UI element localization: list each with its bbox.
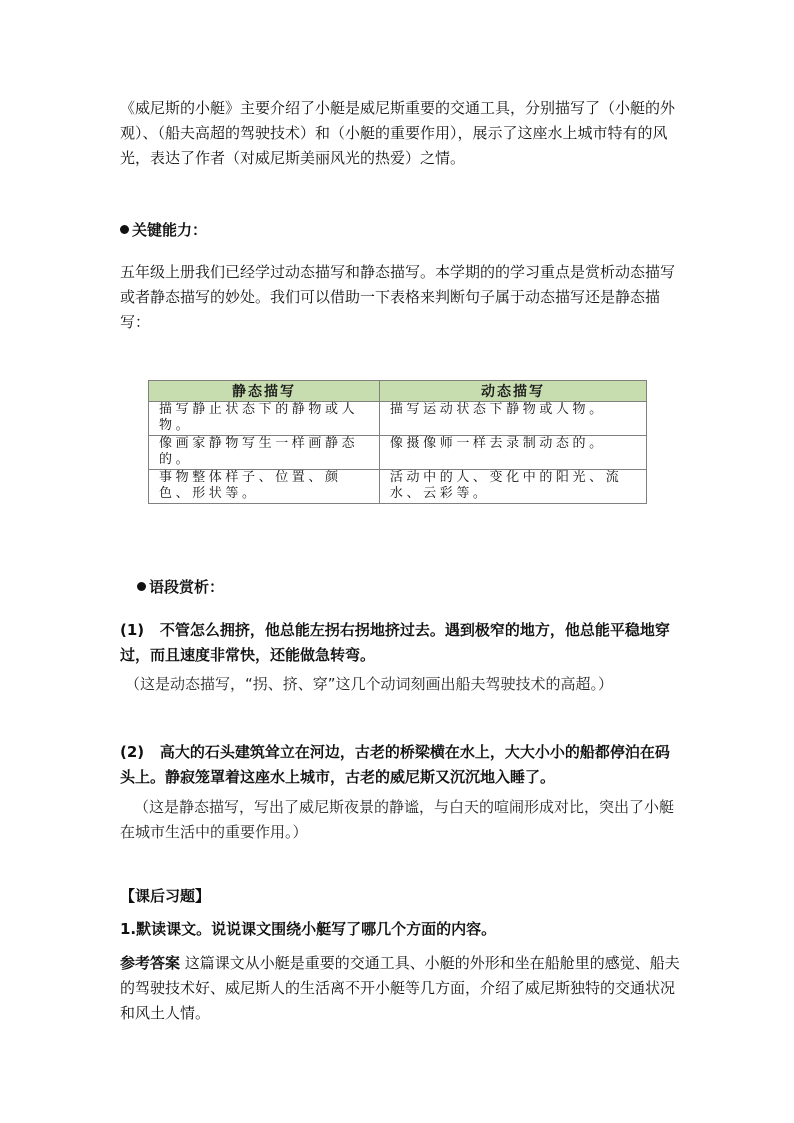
exercise-answer bbox=[120, 951, 680, 1026]
bullet-icon bbox=[120, 225, 129, 234]
table-cell: 事物整体样子、位置、颜色、形状等。 bbox=[149, 470, 380, 504]
comparison-table bbox=[148, 380, 647, 504]
analysis-item-1-number: (1) bbox=[120, 621, 145, 639]
analysis-heading: 语段赏析： bbox=[137, 576, 224, 598]
table-cell: 活动中的人、变化中的阳光、流水、云彩等。 bbox=[379, 470, 646, 504]
table-row bbox=[149, 436, 647, 470]
key-ability-paragraph: 五年级上册我们已经学过动态描写和静态描写。本学期的的学习重点是赏析动态描写或者静态描写的妙处。我们可以借助一下表格来判断句子属于动态描写还是静态描写： bbox=[120, 263, 676, 331]
table-header-static: 静态描写 bbox=[149, 381, 380, 402]
analysis-item-1-sentence: 不管怎么拥挤，他总能左拐右拐地挤过去。遇到极窄的地方，他总能平稳地穿过，而且速度非常快，还能做急转弯。 bbox=[120, 621, 670, 664]
table-row bbox=[149, 470, 647, 504]
table-row bbox=[149, 402, 647, 436]
table-header-row bbox=[149, 381, 647, 402]
exercise-heading: 【课后习题】 bbox=[120, 887, 211, 905]
intro-paragraph: 《威尼斯的小艇》主要介绍了小艇是威尼斯重要的交通工具，分别描写了（小艇的外观）、（船夫高超的驾驶技术）和（小艇的重要作用），展示了这座水上城市特有的风光，表达了作者（对威尼斯美丽风光的热爱）之情。 bbox=[120, 99, 676, 167]
table-cell: 描写静止状态下的静物或人物。 bbox=[149, 402, 380, 436]
exercise-question: 1.默读课文。说说课文围绕小艇写了哪几个方面的内容。 bbox=[120, 920, 497, 938]
table-cell: 像摄像师一样去录制动态的。 bbox=[379, 436, 646, 470]
key-ability-heading: 关键能力： bbox=[120, 219, 207, 241]
table-header-dynamic: 动态描写 bbox=[379, 381, 646, 402]
answer-label: 参考答案 bbox=[120, 954, 181, 972]
analysis-item-2-sentence: 高大的石头建筑耸立在河边，古老的桥梁横在水上，大大小小的船都停泊在码头上。静寂笼罩着这座水上城市，古老的威尼斯又沉沉地入睡了。 bbox=[120, 743, 670, 786]
analysis-item-1-note: （这是动态描写，“拐、挤、穿”这几个动词刻画出船夫驾驶技术的高超。） bbox=[125, 675, 614, 693]
analysis-item-2-number: (2) bbox=[120, 743, 145, 761]
analysis-item-1-text bbox=[120, 618, 680, 668]
table-cell: 描写运动状态下静物或人物。 bbox=[379, 402, 646, 436]
answer-text: 这篇课文从小艇是重要的交通工具、小艇的外形和坐在船舱里的感觉、船夫的驾驶技术好、威尼斯人的生活离不开小艇等几方面，介绍了威尼斯独特的交通状况和风土人情。 bbox=[120, 954, 680, 1022]
analysis-item-2-note: （这是静态描写，写出了威尼斯夜景的静谧，与白天的喧闹形成对比，突出了小艇在城市生活中的重要作用。） bbox=[120, 798, 675, 841]
bullet-icon bbox=[137, 582, 146, 591]
analysis-item-2-text bbox=[120, 740, 680, 790]
table-cell: 像画家静物写生一样画静态的。 bbox=[149, 436, 380, 470]
